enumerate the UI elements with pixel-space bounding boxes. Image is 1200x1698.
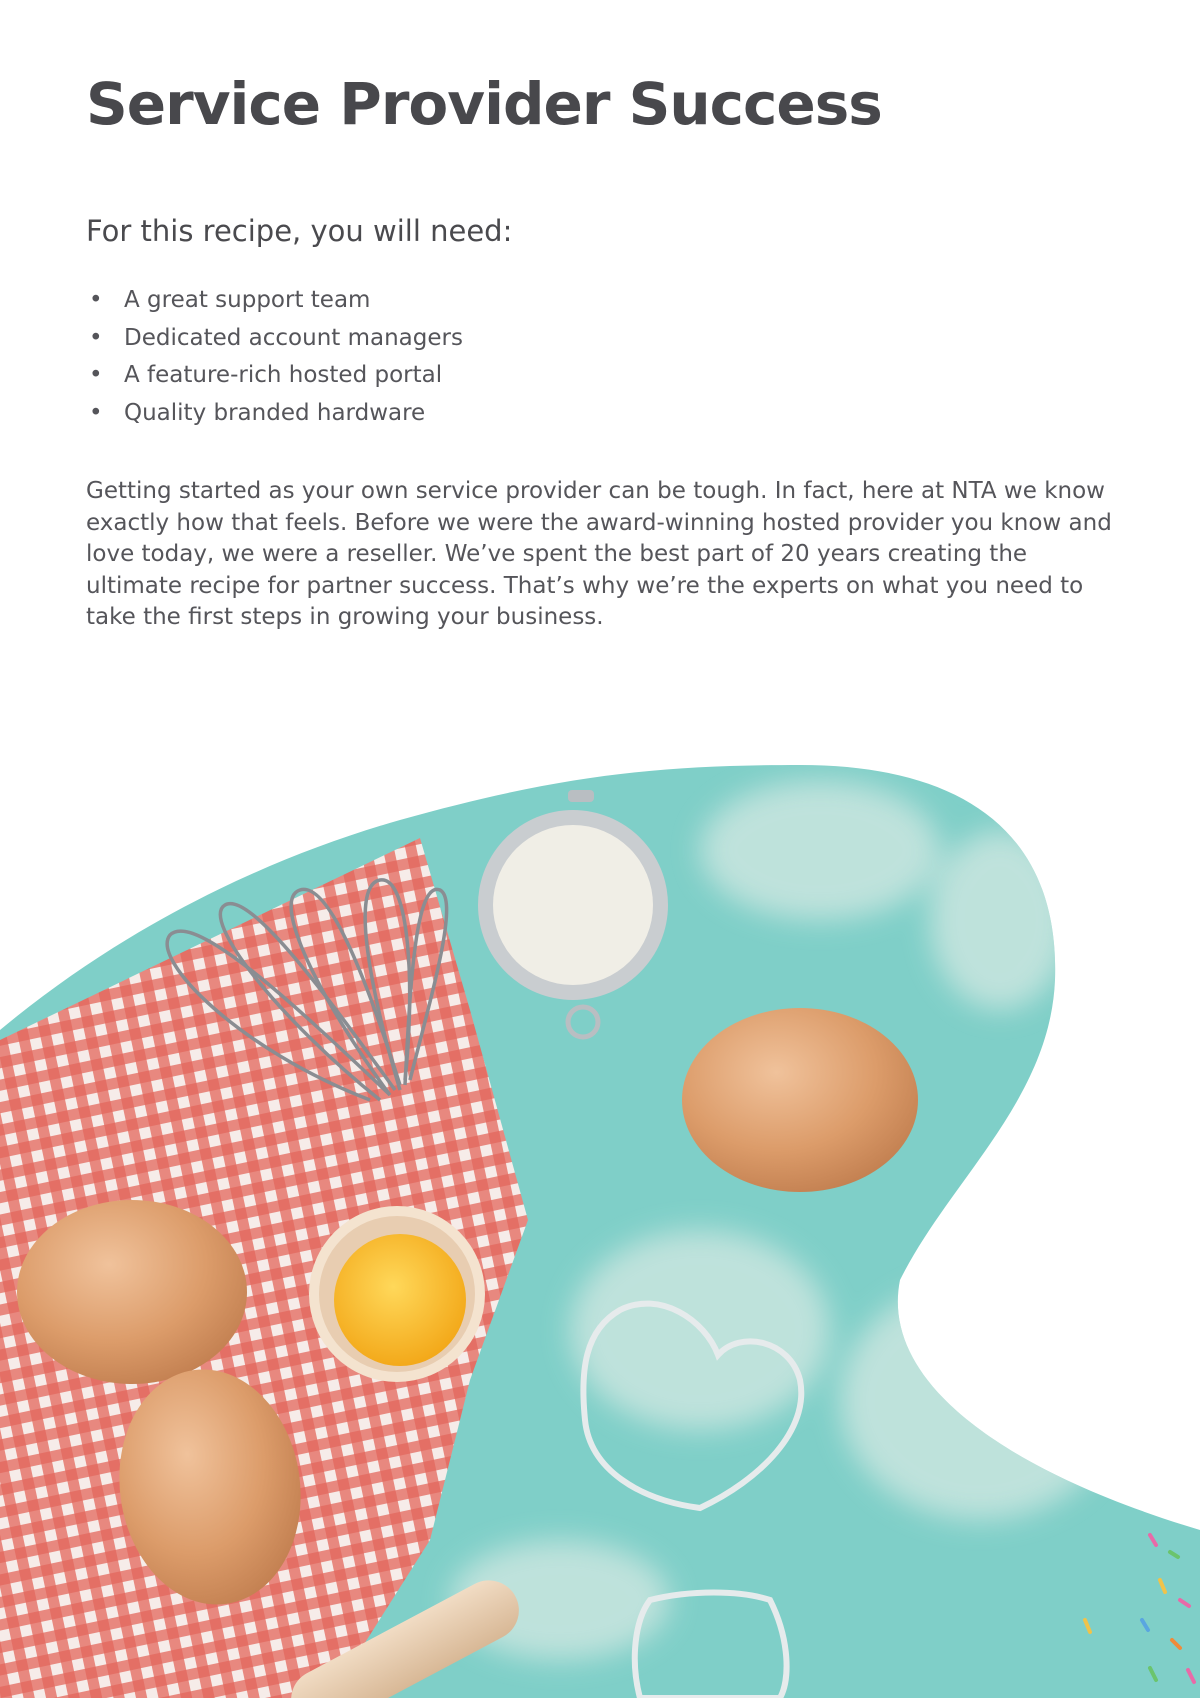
list-item: • A feature-rich hosted portal: [86, 357, 463, 395]
list-item: • Dedicated account managers: [86, 320, 463, 358]
recipe-subtitle: For this recipe, you will need:: [86, 214, 513, 248]
egg-yolk-icon: [309, 1206, 485, 1382]
list-item: • A great support team: [86, 282, 463, 320]
egg-icon: [682, 1008, 918, 1192]
list-item: • Quality branded hardware: [86, 395, 463, 433]
egg-icon: [17, 1200, 247, 1384]
baking-illustration: [0, 740, 1200, 1698]
intro-paragraph: Getting started as your own service provider can be tough. In fact, here at NTA we know exactly how that feels. Before we were the award-winning hosted provider you know and love today, we were a reseller. We’ve spent the best part of 20 years creating the ultimate recipe for partner success. That’s why we’re the experts on what you need to take the first steps in growing your business.: [86, 478, 1112, 630]
page-title: Service Provider Success: [86, 70, 882, 138]
ingredients-list: [86, 282, 463, 432]
